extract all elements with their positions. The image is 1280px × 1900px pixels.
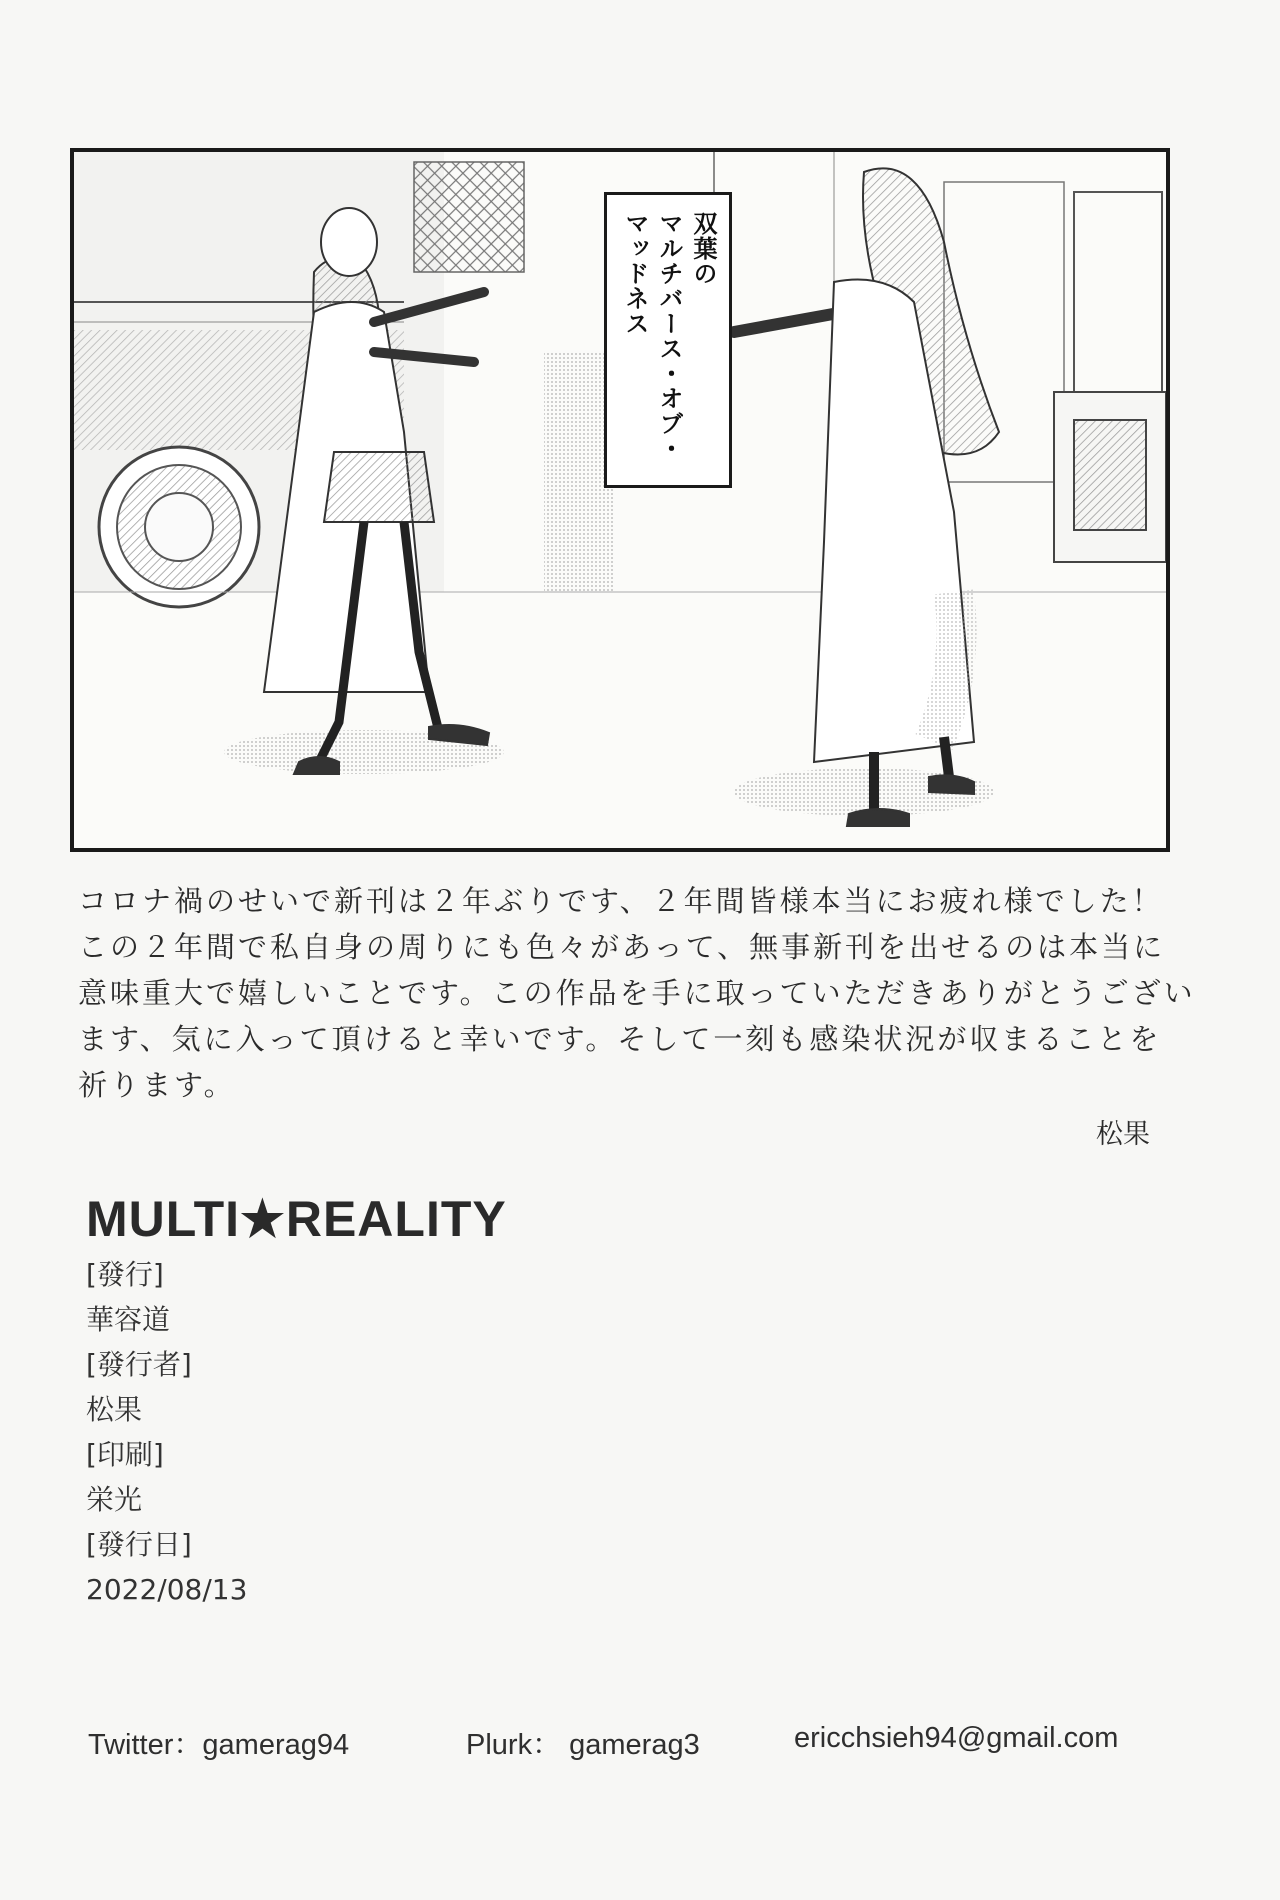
colophon: [86, 1252, 247, 1612]
right-character-drawing: [734, 168, 999, 826]
caption-line: マッドネス: [621, 211, 649, 336]
plurk-handle: Plurk： gamerag3: [466, 1729, 700, 1761]
afterword-line: 意味重大で嬉しいことです。この作品を手に取っていただきありがとうござい: [78, 976, 1196, 1010]
colophon-value: 栄光: [86, 1483, 143, 1516]
colophon-label: [印刷]: [86, 1438, 164, 1471]
author-signature: 松果: [1096, 1119, 1150, 1150]
caption-box: [604, 192, 732, 488]
caption-line: 双葉の: [689, 211, 717, 286]
colophon-label: [發行]: [86, 1258, 164, 1291]
colophon-value: 2022/08/13: [86, 1573, 248, 1606]
twitter-handle: Twitter：gamerag94: [88, 1729, 350, 1761]
contact-info: [88, 1722, 1188, 1766]
book-title: MULTI★REALITY: [86, 1191, 507, 1247]
colophon-label: [發行者]: [86, 1348, 192, 1381]
afterword-line: コロナ禍のせいで新刊は２年ぶりです、２年間皆様本当にお疲れ様でした！: [78, 884, 1164, 918]
afterword-text: [78, 878, 1196, 1108]
afterword-line: ます、気に入って頂けると幸いです。そして一刻も感染状況が収まることを: [78, 1022, 1162, 1056]
afterword-line: この２年間で私自身の周りにも色々があって、無事新刊を出せるのは本当に: [78, 930, 1166, 964]
manga-panel: [70, 148, 1170, 852]
colophon-label: [發行日]: [86, 1528, 192, 1561]
caption-line: マルチバース・オブ・: [655, 211, 683, 461]
colophon-value: 松果: [86, 1393, 143, 1426]
email-address: ericchsieh94@gmail.com: [794, 1722, 1119, 1754]
colophon-value: 華容道: [86, 1303, 171, 1336]
afterword-line: 祈ります。: [78, 1068, 236, 1102]
